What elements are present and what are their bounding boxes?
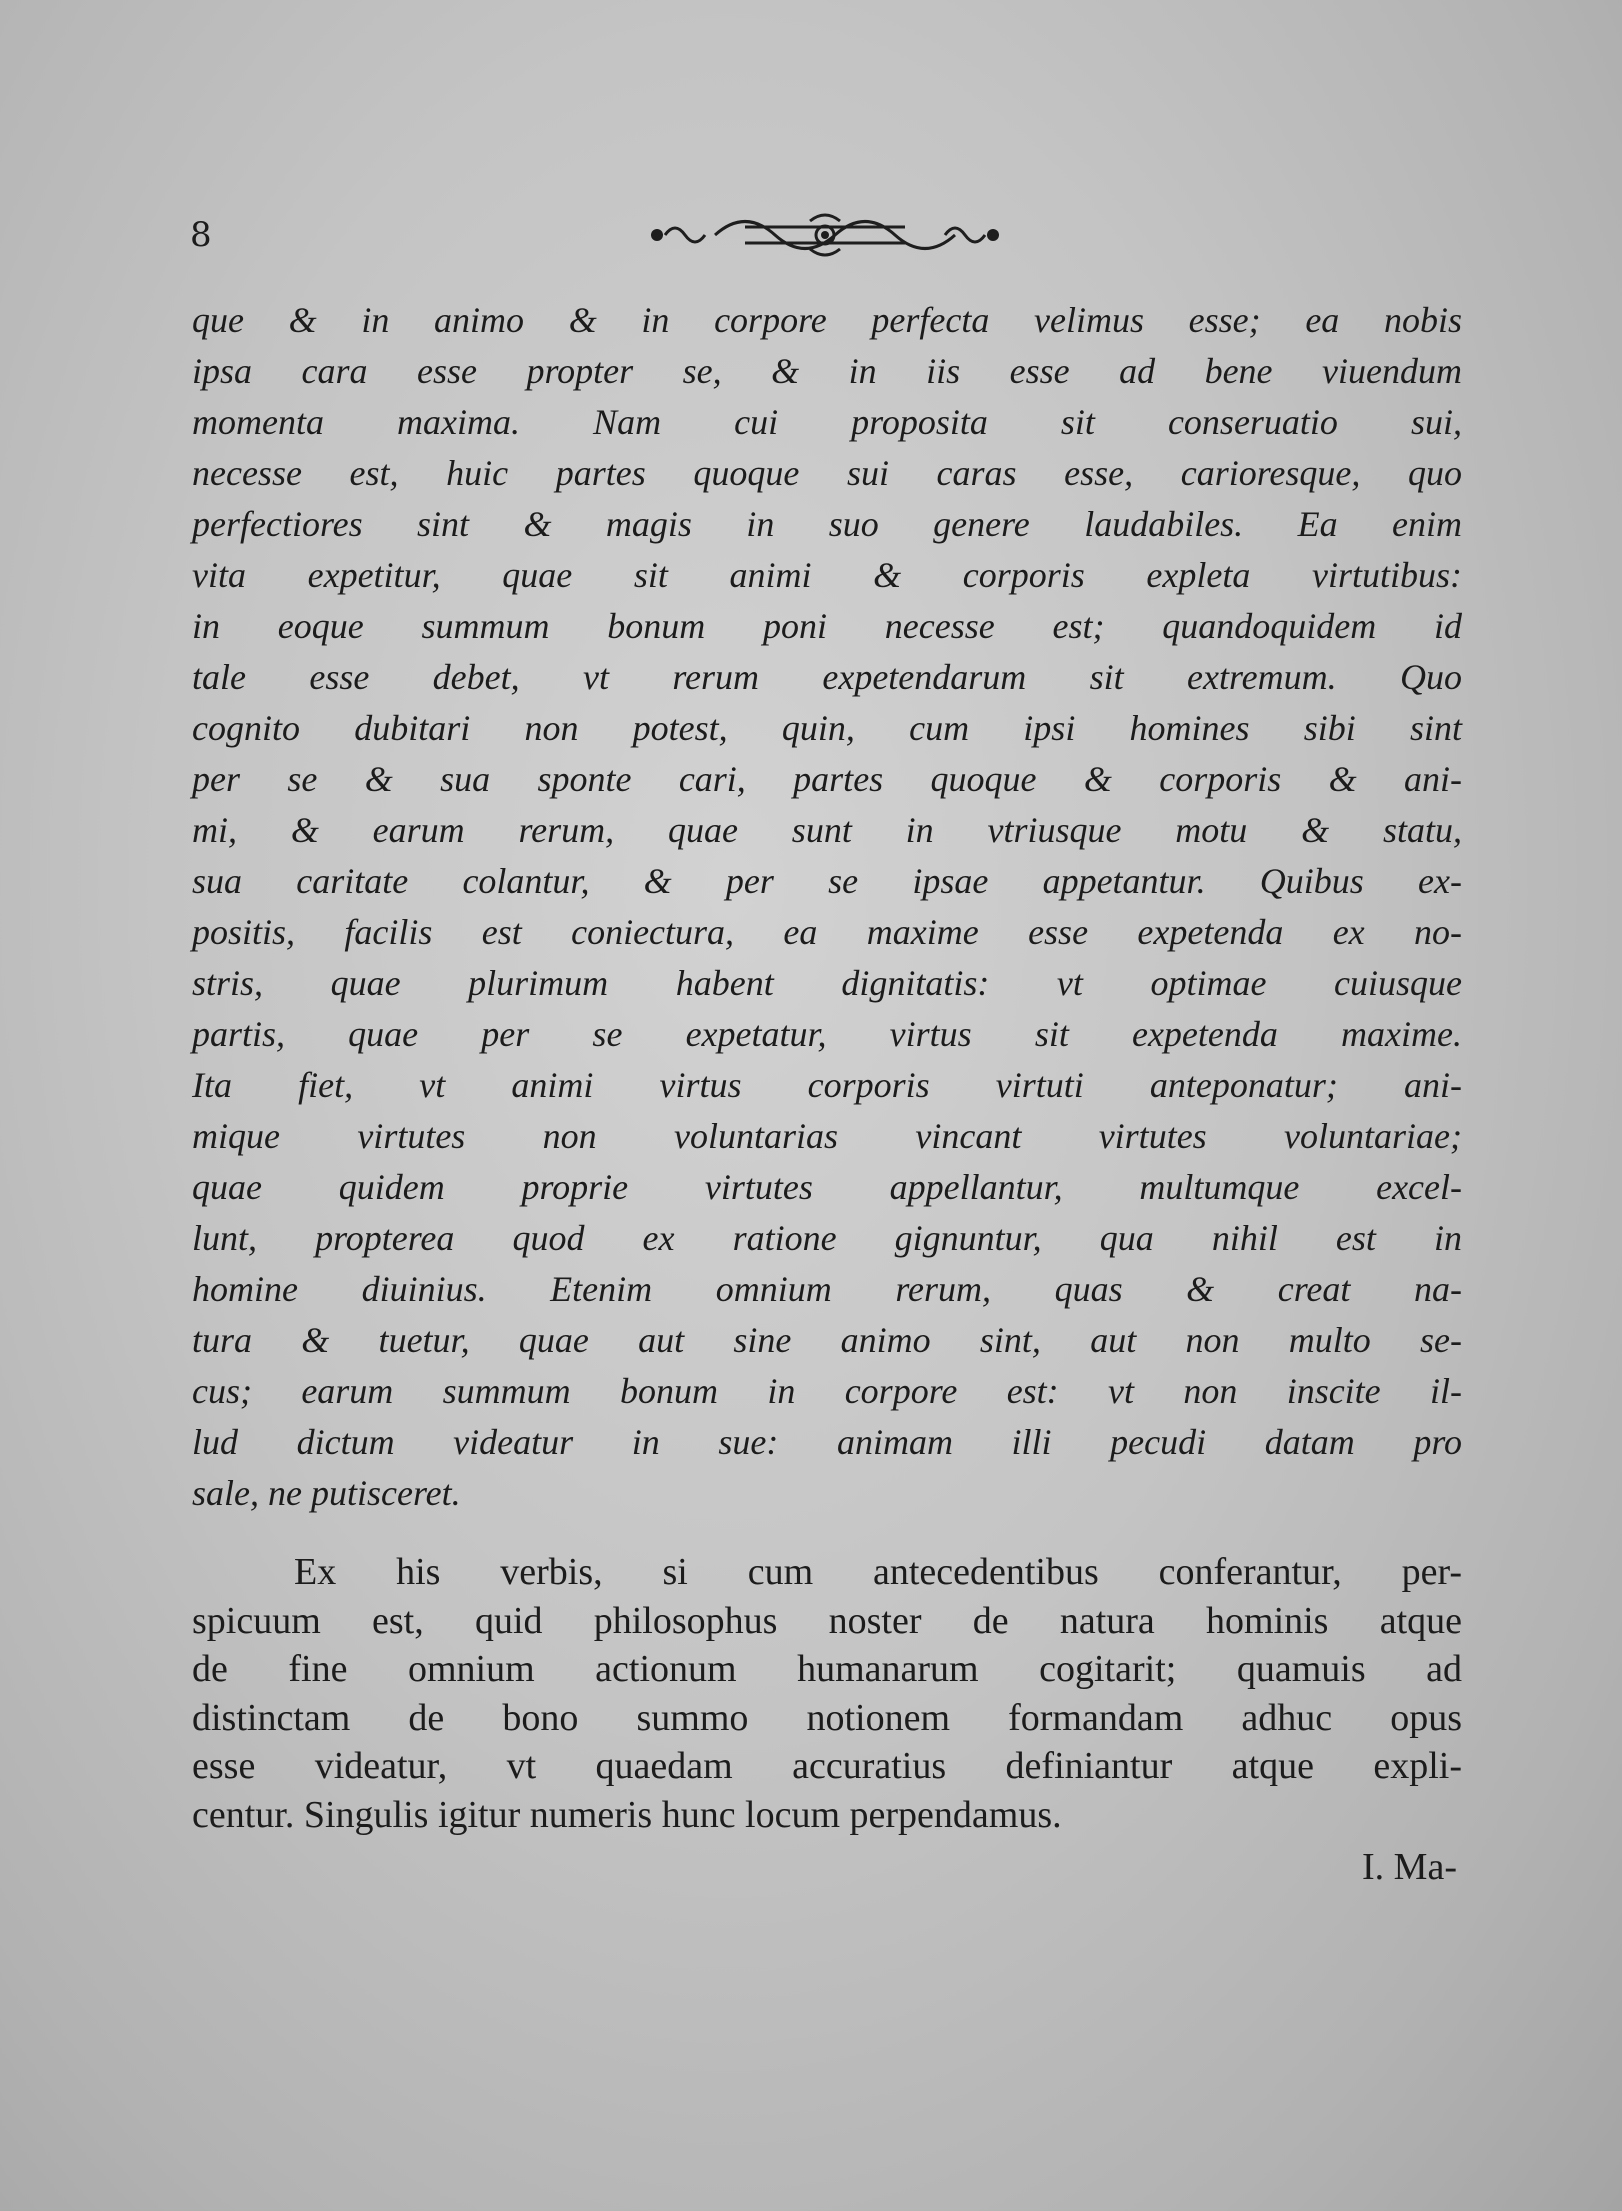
commentary-line: centur. Singulis igitur numeris hunc locum perpendamus. [192, 1793, 1062, 1836]
commentary-line: esse videatur, vt quaedam accuratius definiantur atque expli- [192, 1745, 1462, 1787]
commentary-line: distinctam de bono summo notionem formandam adhuc opus [192, 1696, 1462, 1739]
page-number: 8 [190, 215, 212, 255]
quotation-line: mique virtutes non voluntarias vincant virtutes voluntariae; [192, 1116, 1462, 1156]
quotation-line: cognito dubitari non potest, quin, cum ipsi homines sibi sint [192, 708, 1462, 748]
quotation-line: homine diuinius. Etenim omnium rerum, quas & creat na- [192, 1269, 1462, 1309]
quotation-line: tale esse debet, vt rerum expetendarum sit extremum. Quo [192, 657, 1462, 697]
quotation-line: sale, ne putisceret. [192, 1473, 461, 1513]
quotation-line: stris, quae plurimum habent dignitatis: vt optimae cuiusque [192, 963, 1462, 1003]
quotation-line: partis, quae per se expetatur, virtus sit expetenda maxime. [192, 1014, 1462, 1054]
quotation-line: in eoque summum bonum poni necesse est; quandoquidem id [192, 606, 1462, 646]
commentary-line: spicuum est, quid philosophus noster de natura hominis atque [192, 1599, 1462, 1642]
quotation-line: lunt, propterea quod ex ratione gignuntur, qua nihil est in [192, 1218, 1462, 1258]
quotation-line: necesse est, huic partes quoque sui caras esse, carioresque, quo [192, 453, 1462, 493]
commentary-line: Ex his verbis, si cum antecedentibus conferantur, per- [294, 1551, 1462, 1593]
quotation-line: lud dictum videatur in sue: animam illi pecudi datam pro [192, 1422, 1462, 1462]
quotation-line: que & in animo & in corpore perfecta velimus esse; ea nobis [192, 300, 1462, 340]
commentary-line: de fine omnium actionum humanarum cogitarit; quamuis ad [192, 1648, 1462, 1690]
latin-quotation [192, 295, 1462, 1519]
quotation-line: cus; earum summum bonum in corpore est: vt non inscite il- [192, 1371, 1462, 1411]
quotation-line: positis, facilis est coniectura, ea maxime esse expetenda ex no- [192, 912, 1462, 952]
quotation-line: mi, & earum rerum, quae sunt in vtriusque motu & statu, [192, 810, 1462, 850]
quotation-line: sua caritate colantur, & per se ipsae appetantur. Quibus ex- [192, 861, 1462, 901]
floral-ornament-icon [645, 205, 1005, 265]
quotation-line: momenta maxima. Nam cui proposita sit conseruatio sui, [192, 402, 1462, 442]
quotation-line: perfectiores sint & magis in suo genere laudabiles. Ea enim [192, 504, 1462, 544]
quotation-line: tura & tuetur, quae aut sine animo sint, aut non multo se- [192, 1320, 1462, 1360]
page-header [190, 205, 1470, 265]
quotation-line: quae quidem proprie virtutes appellantur, multumque excel- [192, 1167, 1462, 1207]
quotation-line: per se & sua sponte cari, partes quoque & corporis & ani- [192, 759, 1462, 799]
quotation-line: Ita fiet, vt animi virtus corporis virtuti anteponatur; ani- [192, 1065, 1462, 1105]
quotation-line: vita expetitur, quae sit animi & corporis expleta virtutibus: [192, 555, 1462, 595]
commentary-paragraph [192, 1548, 1462, 1839]
catchword: I. Ma- [1362, 1846, 1457, 1888]
quotation-line: ipsa cara esse propter se, & in iis esse ad bene viuendum [192, 351, 1462, 391]
